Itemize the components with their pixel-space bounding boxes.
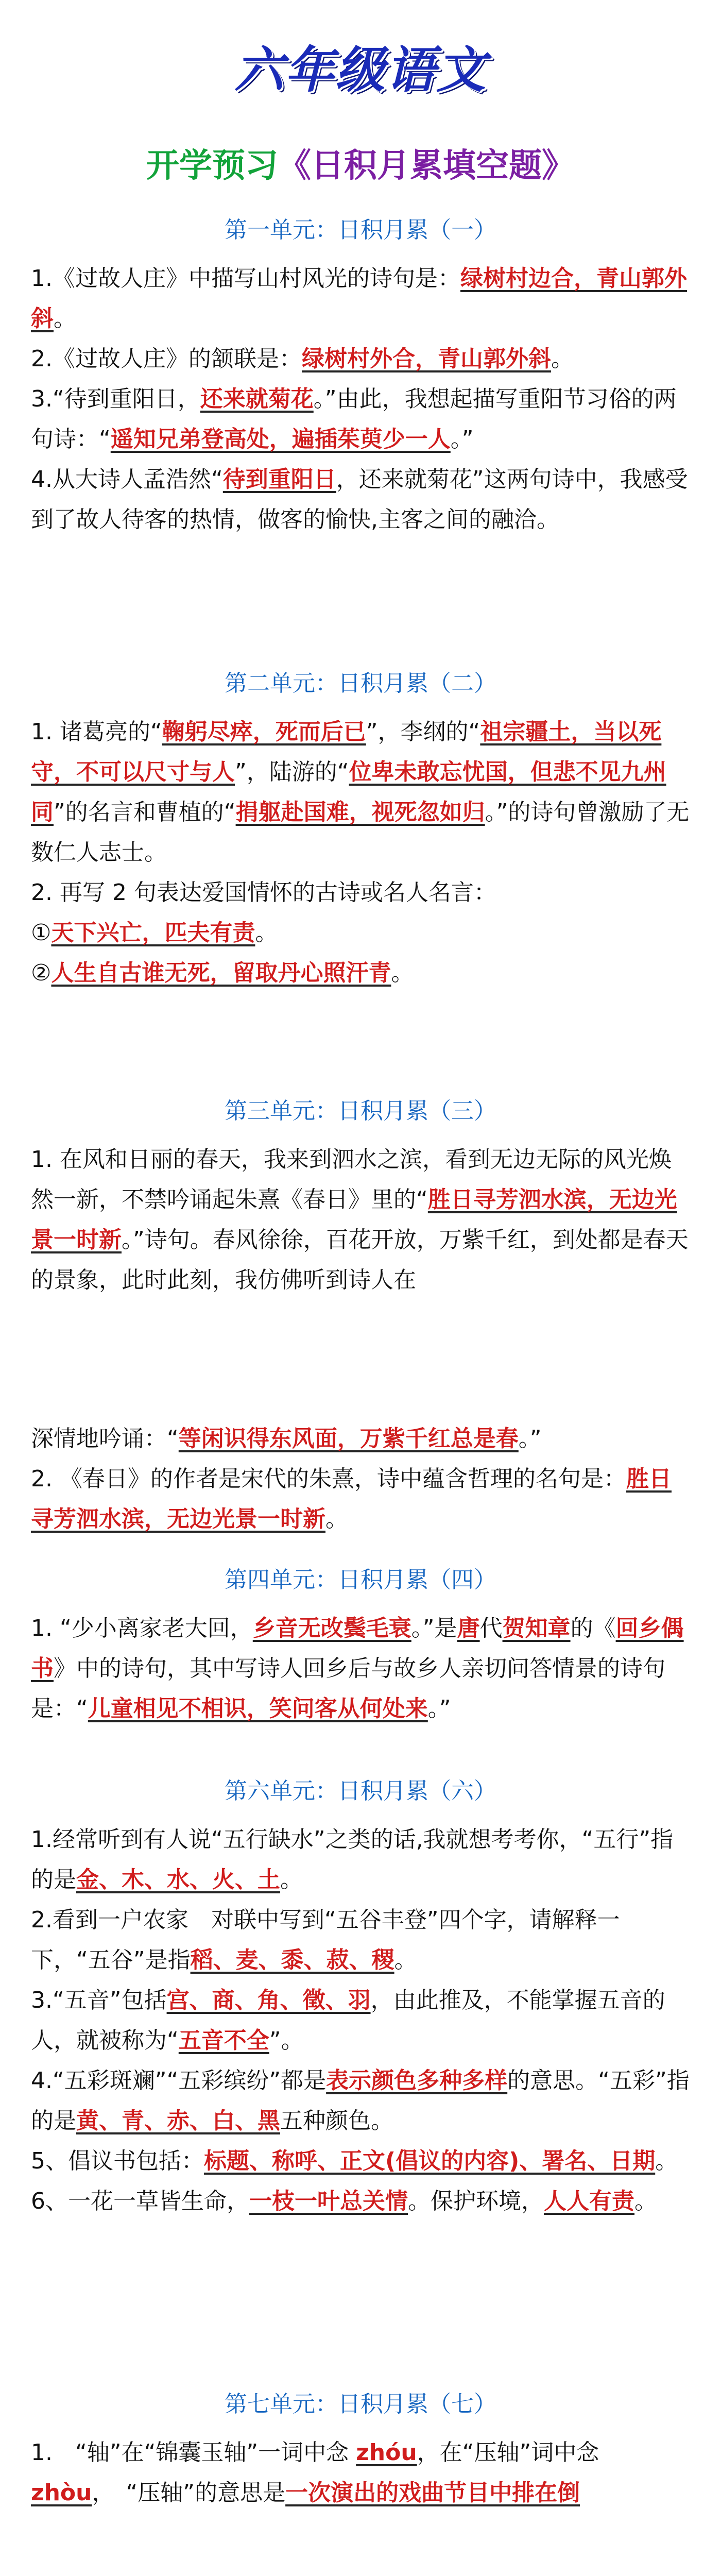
answer-text: 黄、青、赤、白、黑	[76, 2108, 280, 2134]
question-text: ，由此推及，不能掌握五音的人，就被称为“	[31, 1987, 665, 2054]
answer-text: 绿树村外合，青山郭外斜	[301, 346, 551, 372]
question-text: 。	[325, 1506, 348, 1532]
answer-text: 乡音无改鬓毛衰	[252, 1615, 411, 1641]
question-text: 。保护环境，	[408, 2188, 544, 2214]
answer-text: 唐	[457, 1615, 480, 1641]
question-item	[31, 2141, 690, 2181]
question-item	[31, 2433, 690, 2513]
question-item	[31, 1419, 690, 1459]
question-text: ”，陆游的“	[235, 759, 349, 785]
question-item	[31, 873, 690, 913]
answer-text: zhòu	[31, 2480, 92, 2506]
answer-text: 祖宗疆土，当以死守，不可以尺寸与人	[31, 719, 662, 785]
unit-section	[31, 2385, 690, 2576]
question-item	[31, 1900, 690, 1980]
answer-text: 胜日寻芳泗水滨，无边光景一时新	[31, 1187, 677, 1253]
question-text: 。	[391, 960, 414, 986]
question-text: ，还来就菊花”这两句诗中，我感受到了故人待客的热情，做客的愉快,主客之间的融洽。	[31, 466, 688, 533]
unit-title: 第七单元：日积月累（七）	[225, 2391, 496, 2417]
answer-text: 回乡偶书	[31, 1615, 684, 1682]
answer-text: 贺知章	[502, 1615, 571, 1641]
unit-section	[31, 211, 690, 540]
question-text: 。”	[450, 426, 474, 452]
question-text: 》中的诗句，其中写诗人回乡后与故乡人亲切问答情景的诗句是：“	[31, 1655, 665, 1722]
question-text: 2.看到一户农家 对联中写到“五谷丰登”四个字，请解释一下，“五谷”是指	[31, 1907, 620, 1973]
answer-text: 人生自古谁无死，留取丹心照汗青	[51, 960, 391, 986]
question-text: ”，李纲的“	[366, 719, 480, 745]
question-text: 。”的诗句曾激励了无数仁人志士。	[31, 799, 690, 866]
question-text: 。”	[427, 1696, 451, 1722]
question-text: 1.经常听到有人说“五行缺水”之类的话,我就想考考你，“五行”指的是	[31, 1826, 674, 1893]
question-item	[31, 379, 690, 460]
question-text: 1. “少小离家老大回，	[31, 1615, 253, 1641]
question-item	[31, 1140, 690, 1300]
question-item	[31, 1820, 690, 1900]
question-text: 4.从大诗人孟浩然“	[31, 466, 223, 493]
answer-text: 还来就菊花	[200, 386, 314, 412]
answer-text: 遥知兄弟登高处，遍插茱萸少一人	[110, 426, 451, 452]
question-text: 1. 诸葛亮的“	[31, 719, 162, 745]
question-text: 4.“五彩斑斓”“五彩缤纷”都是	[31, 2067, 327, 2094]
question-text: 1. 在风和日丽的春天，我来到泗水之滨，看到无边无际的风光焕然一新，不禁吟诵起朱熹《春日》里的“	[31, 1146, 672, 1213]
question-text: 3.“五音”包括	[31, 1987, 167, 2013]
question-text: 。”诗句。春风徐徐，百花开放，万紫千红，到处都是春天的景象，此时此刻，我仿佛听到诗人在	[31, 1227, 689, 1293]
question-text: 。	[394, 1947, 417, 1973]
question-item	[31, 2181, 690, 2222]
question-item	[31, 1608, 690, 1729]
unit-section	[31, 665, 690, 993]
question-text: 。	[655, 2148, 678, 2174]
question-text: ”的名言和曹植的“	[54, 799, 236, 825]
unit-title: 第四单元：日积月累（四）	[225, 1567, 496, 1593]
question-text: 深情地吟诵：“	[31, 1426, 179, 1452]
question-text: 。”由此，我想起描写重阳节习俗的两句诗：“	[31, 386, 677, 452]
answer-text: 一次演出的戏曲节目中排在倒	[285, 2480, 580, 2506]
answer-text: 等闲识得东风面，万紫千红总是春	[178, 1426, 519, 1452]
question-text: 1. “轴”在“锦囊玉轴”一词中念	[31, 2439, 356, 2466]
question-text: 。”	[518, 1426, 542, 1452]
answer-text: 稻、麦、黍、菽、稷	[190, 1947, 394, 1973]
page-title	[0, 139, 721, 187]
page-title-prefix: 开学预习	[146, 147, 278, 185]
unit-title: 第二单元：日积月累（二）	[225, 670, 496, 697]
question-text: ”。	[269, 2027, 304, 2054]
unit-title: 第六单元：日积月累（六）	[225, 1778, 496, 1804]
question-text: 。	[634, 2188, 657, 2214]
question-text: 3.“待到重阳日，	[31, 386, 200, 412]
question-text: 5、倡议书包括：	[31, 2148, 204, 2174]
question-text: 的意思。“五彩”指的是	[31, 2067, 690, 2134]
answer-text: 宫、商、角、徵、羽	[166, 1987, 371, 2013]
unit-section	[31, 1561, 690, 1729]
answer-text: 标题、称呼、正文(倡议的内容)、署名、日期	[204, 2148, 656, 2174]
answer-text: 表示颜色多种多样	[326, 2067, 508, 2094]
answer-text: 鞠躬尽瘁，死而后已	[162, 719, 366, 745]
answer-text: 绿树村边合，青山郭外斜	[31, 265, 687, 332]
question-item	[31, 1980, 690, 2061]
question-text: 2. 《春日》的作者是宋代的朱熹，诗中蕴含哲理的名句是：	[31, 1466, 626, 1492]
question-item	[31, 712, 690, 873]
question-text: ①	[31, 920, 52, 946]
unit-section	[31, 1772, 690, 2222]
question-text: 。”是	[411, 1615, 457, 1641]
question-text: 。	[255, 920, 278, 946]
answer-text: 待到重阳日	[222, 466, 336, 493]
question-text: 代	[479, 1615, 503, 1641]
answer-text: 一枝一叶总关情	[249, 2188, 408, 2214]
question-item	[31, 1459, 690, 1539]
question-item	[31, 259, 690, 339]
question-item	[31, 2061, 690, 2141]
question-text: 2. 再写 2 句表达爱国情怀的古诗或名人名言：	[31, 879, 496, 906]
answer-text: 位卑未敢忘忧国，但悲不见九州同	[31, 759, 666, 825]
answer-text: 五音不全	[178, 2027, 269, 2054]
question-text: ，在“压轴”词中念	[417, 2439, 599, 2466]
logo-text: 六年级语文	[234, 41, 487, 99]
question-text: 。	[280, 1867, 303, 1893]
question-text: 。	[551, 346, 574, 372]
question-text: 。	[54, 306, 76, 332]
page-title-main: 《日积月累填空题》	[278, 147, 575, 185]
answer-text: 捐躯赴国难，视死忽如归	[235, 799, 485, 825]
answer-text: 儿童相见不相识，笑问客从何处来	[88, 1696, 428, 1722]
answer-text: 胜日寻芳泗水滨，无边光景一时新	[31, 1466, 672, 1532]
answer-text: 天下兴亡，匹夫有责	[51, 920, 255, 946]
answer-text: zhóu	[356, 2439, 417, 2466]
unit-section	[31, 1092, 690, 1539]
answer-text: 金、木、水、火、土	[76, 1867, 280, 1893]
question-text: 1.《过故人庄》中描写山村风光的诗句是：	[31, 265, 460, 292]
question-text: 五种颜色。	[280, 2108, 393, 2134]
unit-title: 第三单元：日积月累（三）	[225, 1098, 496, 1124]
unit-title: 第一单元：日积月累（一）	[225, 217, 496, 243]
question-item	[31, 460, 690, 540]
question-item	[31, 913, 690, 953]
question-text: ②	[31, 960, 52, 986]
question-text: 6、一花一草皆生命，	[31, 2188, 249, 2214]
question-item	[31, 953, 690, 993]
question-text: 2.《过故人庄》的颔联是：	[31, 346, 302, 372]
question-text: 的《	[570, 1615, 616, 1641]
answer-text: 人人有责	[544, 2188, 634, 2214]
question-item	[31, 339, 690, 379]
question-text: ， “压轴”的意思是	[92, 2480, 286, 2506]
